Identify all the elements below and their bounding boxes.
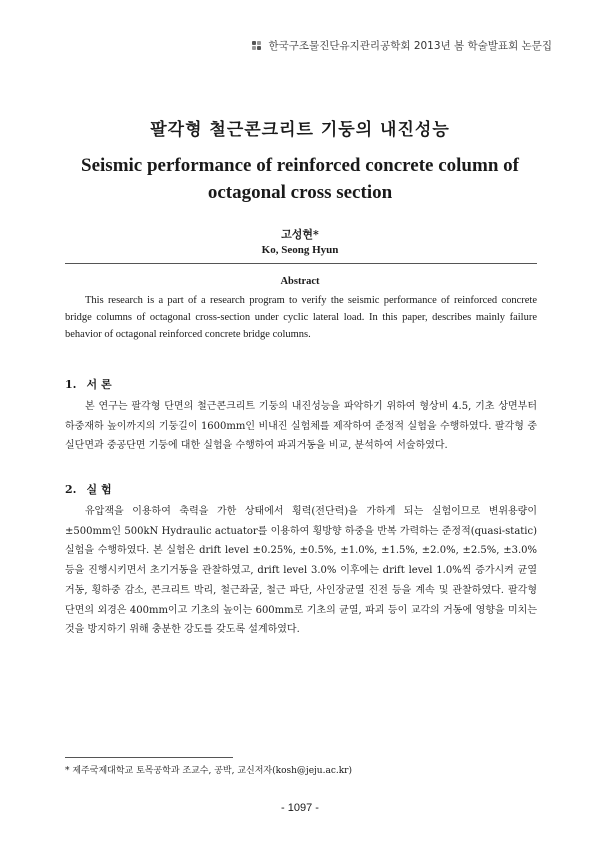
section-heading-introduction — [65, 376, 122, 392]
section-heading-experiment — [65, 481, 122, 497]
proceedings-header — [252, 38, 552, 53]
society-logo-icon — [252, 41, 264, 51]
section-number: 1. — [65, 378, 77, 391]
author-korean: 고성현* — [281, 228, 319, 241]
section-body-introduction: 본 연구는 팔각형 단면의 철근콘크리트 기둥의 내진성능을 파악하기 위하여 형상비 4.5, 기초 상면부터 하중재하 높이까지의 기둥길이 1600mm인 비내진 실험체를 제작하여 준정적 실험을 수행하였다. 팔각형 중실단면과 중공단면 기둥에 대한 실험을 수행하여 파괴거동을 비교, 분석하여 서술하였다. — [65, 401, 537, 452]
author-english: Ko, Seong Hyun — [261, 244, 339, 256]
title-divider — [65, 263, 537, 264]
paper-title-english: Seismic performance of reinforced concrete column of octagonal cross section — [81, 155, 519, 203]
abstract-text: This research is a part of a research program to verify the seismic performance of reinforced concrete bridge columns of octagonal cross-section under cyclic lateral load. In this paper, describes mainly failure behavior of octagonal reinforced concrete bridge columns. — [65, 295, 537, 340]
section-number: 2. — [65, 483, 77, 496]
section-title: 실 험 — [86, 483, 112, 496]
proceedings-title: 한국구조물진단유지관리공학회 2013년 봄 학술발표회 논문집 — [268, 40, 552, 52]
footnote-divider — [65, 757, 233, 758]
abstract-heading: Abstract — [280, 276, 320, 287]
author-footnote: * 제주국제대학교 토목공학과 조교수, 공박, 교신저자(kosh@jeju.ac.kr) — [65, 766, 352, 776]
page-number: - 1097 - — [281, 802, 319, 814]
section-body-experiment: 유압잭을 이용하여 축력을 가한 상태에서 횡력(전단력)을 가하게 되는 실험이므로 변위용량이 ±500mm인 500kN Hydraulic actuator를 이용하여 횡방향 하중을 반복 가력하는 준정적(quasi-static) 실험을 수행하였다. 본 실험은 drift level ±0.25%, ±0.5%, ±1.0%, ±1.5%, ±2.0%, ±2.5%, ±3.0% 등을 진행시키면서 초기거동을 관찰하였고, drift level 3.0% 이후에는 drift level 1.0%씩 증가시켜 균열거동, 횡하중 감소, 콘크리트 박리, 철근좌굴, 철근 파단, 사인장균열 진전 등을 계속 및 관찰하였다. 팔각형 단면의 외경은 400mm이고 기초의 높이는 600mm로 기초의 균열, 파괴 등이 교각의 거동에 영향을 미치는 것을 방지하기 위해 충분한 강도를 갖도록 설계하였다. — [65, 506, 537, 636]
paper-title-korean: 팔각형 철근콘크리트 기둥의 내진성능 — [150, 120, 450, 140]
section-title: 서 론 — [86, 378, 112, 391]
